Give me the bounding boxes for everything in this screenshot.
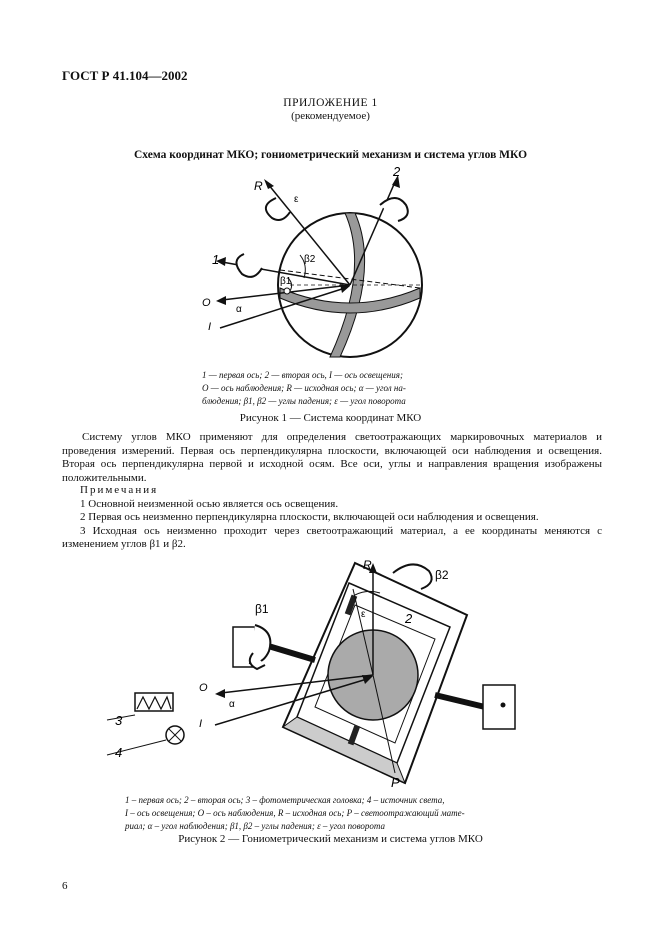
- label-alpha: α: [236, 304, 242, 315]
- figure-2-diagram: [105, 555, 545, 790]
- label-alpha: α: [229, 699, 235, 710]
- figure-1-diagram: [180, 160, 480, 365]
- label-beta1: β1: [280, 276, 292, 287]
- label-O: O: [199, 682, 208, 694]
- label-R: R: [363, 558, 372, 572]
- legend-line: 1 – первая ось; 2 – вторая ось; 3 – фотометрическая головка; 4 – источник света,: [125, 795, 445, 805]
- legend-line: I – ось освещения; O – ось наблюдения, R – исходная ось; P – светоотражающий мате-: [125, 808, 465, 818]
- label-1: 1: [212, 252, 220, 267]
- label-epsilon: ε: [294, 194, 299, 205]
- appendix-subtitle: (рекомендуемое): [291, 110, 370, 122]
- section-title: Схема координат МКО; гониометрический механизм и система углов МКО: [133, 149, 528, 161]
- appendix-title: ПРИЛОЖЕНИЕ 1: [283, 97, 378, 109]
- label-I: I: [199, 718, 203, 730]
- document-header: ГОСТ Р 41.104—2002: [62, 68, 188, 83]
- figure-2-caption: Рисунок 2 — Гониометрический механизм и система углов МКО: [178, 833, 483, 845]
- label-beta1: β1: [255, 602, 269, 616]
- note-item: 3 Исходная ось неизменно проходит через светоотражающий материал, а ее координаты меняются с изменением углов β1 и β2.: [62, 524, 602, 550]
- label-3: 3: [115, 713, 123, 728]
- label-I: I: [208, 321, 212, 333]
- label-O: O: [202, 297, 211, 309]
- label-beta2: β2: [304, 254, 316, 265]
- note-item: 2 Первая ось неизменно перпендикулярна плоскости, включающей оси наблюдения и освещения.: [80, 511, 539, 523]
- legend-line: риал; α – угол наблюдения; β1, β2 – углы падения; ε – угол поворота: [125, 821, 386, 831]
- note-item: 1 Основной неизменной осью является ось освещения.: [80, 497, 339, 510]
- figure-1-caption: Рисунок 1 — Система координат МКО: [239, 412, 422, 424]
- label-4: 4: [115, 745, 123, 760]
- label-R: R: [254, 179, 263, 193]
- legend-line: 1 — первая ось; 2 — вторая ось, I — ось освещения;: [202, 370, 403, 380]
- notes-block: [62, 484, 602, 552]
- figure-2-legend: [125, 794, 535, 833]
- label-2: 2: [405, 611, 413, 626]
- page-number: 6: [62, 880, 68, 892]
- label-2: 2: [393, 164, 401, 179]
- figure-1-legend: [202, 369, 454, 408]
- label-epsilon: ε: [361, 609, 366, 620]
- label-beta2: β2: [435, 568, 449, 582]
- label-P: P: [391, 775, 400, 790]
- legend-line: блюдения; β1, β2 — углы падения; ε — угол поворота: [202, 396, 406, 406]
- legend-line: O — ось наблюдения; R — исходная ось; α — угол на-: [202, 383, 406, 393]
- body-paragraph: Систему углов МКО применяют для определения светоотражающих маркировочных материалов и проведения измерений. Первая ось перпендикулярна плоскости, включающей оси наблюдения и освещения. Вторая ось перпендикулярна первой и исходной осям. Все оси, углы и направления вращения изображены положительными.: [62, 431, 602, 484]
- notes-heading: Примечания: [80, 484, 159, 496]
